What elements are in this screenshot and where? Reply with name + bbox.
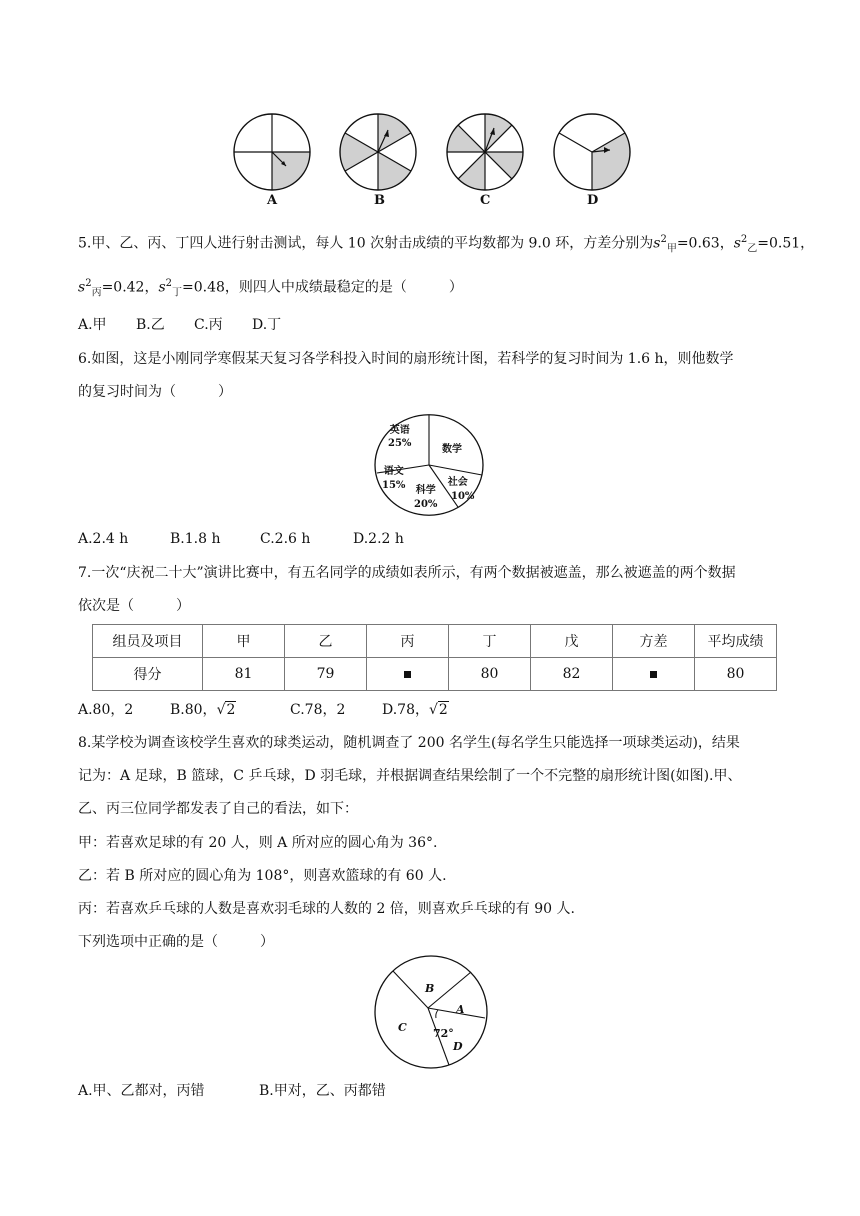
pie-label-english: 英语 bbox=[389, 425, 410, 436]
table-cell-covered bbox=[613, 658, 695, 691]
pie-label-social: 社会 bbox=[447, 477, 468, 488]
pie-label-b: B bbox=[425, 982, 435, 995]
spinner-label-c: C bbox=[480, 193, 491, 208]
q7-line1: 7.一次“庆祝二十大”演讲比赛中，有五名同学的成绩如表所示，有两个数据被遮盖，那么被遮盖的两个数据 bbox=[78, 565, 736, 581]
q6-options bbox=[78, 529, 404, 549]
q7-option-d[interactable]: D.78，√2 bbox=[382, 702, 448, 718]
table-header: 戊 bbox=[531, 625, 613, 658]
spinner-a bbox=[234, 114, 310, 190]
q6-line1: 6.如图，这是小刚同学寒假某天复习各学科投入时间的扇形统计图，若科学的复习时间为 1.6 h，则他数学 bbox=[78, 351, 734, 367]
q8-opinion-bing: 丙：若喜欢乒乓球的人数是喜欢羽毛球的人数的 2 倍，则喜欢乒乓球的有 90 人. bbox=[78, 901, 575, 917]
pie-pct-english: 25% bbox=[388, 438, 412, 449]
table-cell: 81 bbox=[203, 658, 285, 691]
q8-option-a[interactable]: A.甲、乙都对，丙错 bbox=[78, 1083, 205, 1099]
pie-pct-chinese: 15% bbox=[382, 480, 406, 491]
table-cell-covered bbox=[367, 658, 449, 691]
table-header: 方差 bbox=[613, 625, 695, 658]
q6-option-a[interactable]: A.2.4 h bbox=[78, 531, 129, 547]
q5-option-c[interactable]: C.丙 bbox=[194, 317, 223, 333]
q7-option-a[interactable]: A.80，2 bbox=[78, 702, 134, 718]
pie-pct-science: 20% bbox=[414, 499, 438, 510]
q8-line2: 记为：A 足球，B 篮球，C 乒乓球，D 羽毛球，并根据调查结果绘制了一个不完整的扇形统计图(如图).甲、 bbox=[78, 768, 742, 784]
table-header: 平均成绩 bbox=[695, 625, 777, 658]
q8-opinion-jia: 甲：若喜欢足球的有 20 人，则 A 所对应的圆心角为 36°. bbox=[78, 835, 438, 851]
spinner-figures bbox=[220, 100, 650, 220]
spinner-label-b: B bbox=[374, 193, 385, 208]
spinner-label-d: D bbox=[587, 193, 599, 208]
pie-label-chinese: 语文 bbox=[383, 466, 404, 477]
q5-line2: $s^2_丙=0.42$，$s^2_丁=0.48$，则四人中成绩最稳定的是（ ） bbox=[78, 278, 463, 299]
q5-option-d[interactable]: D.丁 bbox=[252, 317, 282, 333]
q8-option-b[interactable]: B.甲对，乙、丙都错 bbox=[259, 1083, 386, 1099]
spinner-b bbox=[340, 114, 416, 190]
q8-line1: 8.某学校为调查该校学生喜欢的球类运动，随机调查了 200 名学生(每名学生只能选择一项球类运动)，结果 bbox=[78, 735, 740, 751]
q8-line3: 乙、丙三位同学都发表了自己的看法，如下： bbox=[78, 801, 358, 817]
q5-line1: 5.甲、乙、丙、丁四人进行射击测试，每人 10 次射击成绩的平均数都为 9.0 环，方差分别为$s^2_甲=0.63$，$s^2_乙=0.51$， bbox=[78, 234, 815, 255]
table-header: 丁 bbox=[449, 625, 531, 658]
table-header: 组员及项目 bbox=[93, 625, 203, 658]
q7-line2: 依次是（ ） bbox=[78, 598, 190, 614]
q8-prompt: 下列选项中正确的是（ ） bbox=[78, 934, 274, 950]
q7-options bbox=[78, 700, 449, 720]
table-cell: 82 bbox=[531, 658, 613, 691]
table-row-label: 得分 bbox=[93, 658, 203, 691]
pie-pct-social: 10% bbox=[451, 491, 475, 502]
table-header: 丙 bbox=[367, 625, 449, 658]
table-header: 乙 bbox=[285, 625, 367, 658]
table-header-row bbox=[93, 625, 777, 658]
pie-angle-label: 72° bbox=[433, 1027, 454, 1040]
pie-label-c: C bbox=[398, 1021, 407, 1034]
spinner-label-a: A bbox=[267, 193, 278, 208]
sqrt-symbol: √2 bbox=[216, 702, 236, 718]
q6-option-c[interactable]: C.2.6 h bbox=[260, 531, 311, 547]
cover-square-icon bbox=[404, 671, 411, 678]
q8-opinion-yi: 乙：若 B 所对应的圆心角为 108°，则喜欢篮球的有 60 人. bbox=[78, 868, 447, 884]
sqrt-symbol: √2 bbox=[429, 702, 448, 718]
pie-label-math: 数学 bbox=[442, 444, 462, 455]
pie-label-d: D bbox=[453, 1040, 463, 1053]
table-header: 甲 bbox=[203, 625, 285, 658]
spinner-c bbox=[447, 114, 523, 190]
cover-square-icon bbox=[650, 671, 657, 678]
q7-option-c[interactable]: C.78，2 bbox=[290, 702, 346, 718]
table-cell: 80 bbox=[449, 658, 531, 691]
q6-option-d[interactable]: D.2.2 h bbox=[353, 531, 404, 547]
q6-option-b[interactable]: B.1.8 h bbox=[170, 531, 221, 547]
pie-label-science: 科学 bbox=[415, 485, 436, 496]
q7-option-b[interactable]: B.80，√2 bbox=[170, 702, 236, 718]
q6-line2: 的复习时间为（ ） bbox=[78, 384, 232, 400]
pie-label-a: A bbox=[456, 1003, 465, 1016]
spinner-d bbox=[554, 114, 630, 190]
table-cell: 79 bbox=[285, 658, 367, 691]
q5-option-a[interactable]: A.甲 bbox=[78, 317, 107, 333]
table-cell: 80 bbox=[695, 658, 777, 691]
q5-options bbox=[78, 315, 281, 335]
table-row bbox=[93, 658, 777, 691]
q7-score-table bbox=[92, 624, 777, 691]
q8-pie-chart bbox=[370, 951, 492, 1073]
q8-options bbox=[78, 1081, 386, 1101]
q5-option-b[interactable]: B.乙 bbox=[136, 317, 165, 333]
